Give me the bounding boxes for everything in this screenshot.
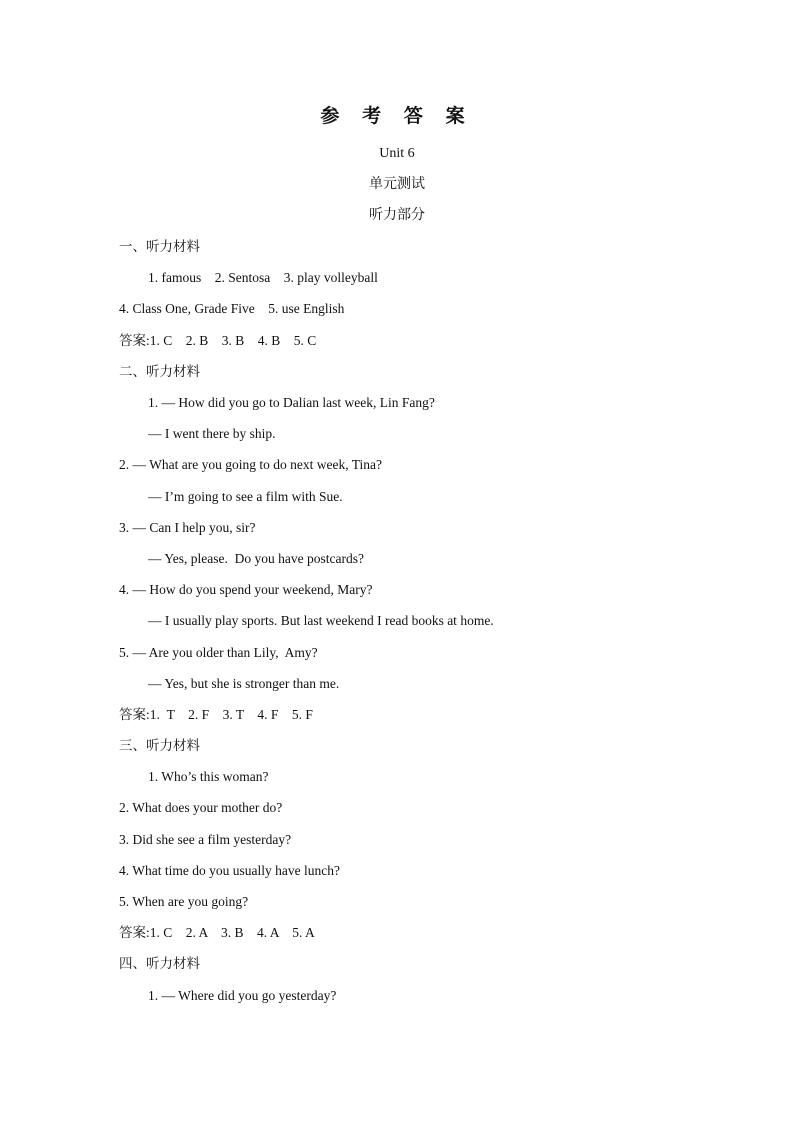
text-line: 1. — Where did you go yesterday? xyxy=(148,988,337,1003)
text-line: — I usually play sports. But last weekend I read books at home. xyxy=(148,613,494,628)
section-heading: 四、听力材料 xyxy=(119,956,200,971)
section-heading: 三、听力材料 xyxy=(119,738,200,753)
text-line: 2. — What are you going to do next week, Tina? xyxy=(119,457,382,472)
answer-line: 答案:1. C 2. A 3. B 4. A 5. A xyxy=(119,925,315,940)
text-line: 5. — Are you older than Lily, Amy? xyxy=(119,645,318,660)
text-line: 1. — How did you go to Dalian last week, Lin Fang? xyxy=(148,395,435,410)
text-line: 4. Class One, Grade Five 5. use English xyxy=(119,301,345,316)
unit-heading: Unit 6 xyxy=(379,146,415,161)
answer-line: 答案:1. T 2. F 3. T 4. F 5. F xyxy=(119,707,313,722)
section-heading: 二、听力材料 xyxy=(119,364,200,379)
text-line: 4. What time do you usually have lunch? xyxy=(119,863,340,878)
section-subtitle: 单元测试 xyxy=(369,177,425,192)
text-line: 5. When are you going? xyxy=(119,894,249,909)
text-line: 1. famous 2. Sentosa 3. play volleyball xyxy=(148,270,378,285)
text-line: 3. — Can I help you, sir? xyxy=(119,520,256,535)
text-line: 3. Did she see a film yesterday? xyxy=(119,832,292,847)
text-line: — I’m going to see a film with Sue. xyxy=(148,489,343,504)
text-line: — Yes, please. Do you have postcards? xyxy=(148,551,364,566)
page-title: 参 考 答 案 xyxy=(320,106,474,127)
text-line: 1. Who’s this woman? xyxy=(148,769,269,784)
section-heading: 一、听力材料 xyxy=(119,239,200,254)
answer-line: 答案:1. C 2. B 3. B 4. B 5. C xyxy=(119,333,317,348)
part-heading: 听力部分 xyxy=(369,208,425,223)
text-line: — Yes, but she is stronger than me. xyxy=(148,676,340,691)
text-line: 2. What does your mother do? xyxy=(119,800,283,815)
text-line: — I went there by ship. xyxy=(148,426,276,441)
text-line: 4. — How do you spend your weekend, Mary? xyxy=(119,582,373,597)
